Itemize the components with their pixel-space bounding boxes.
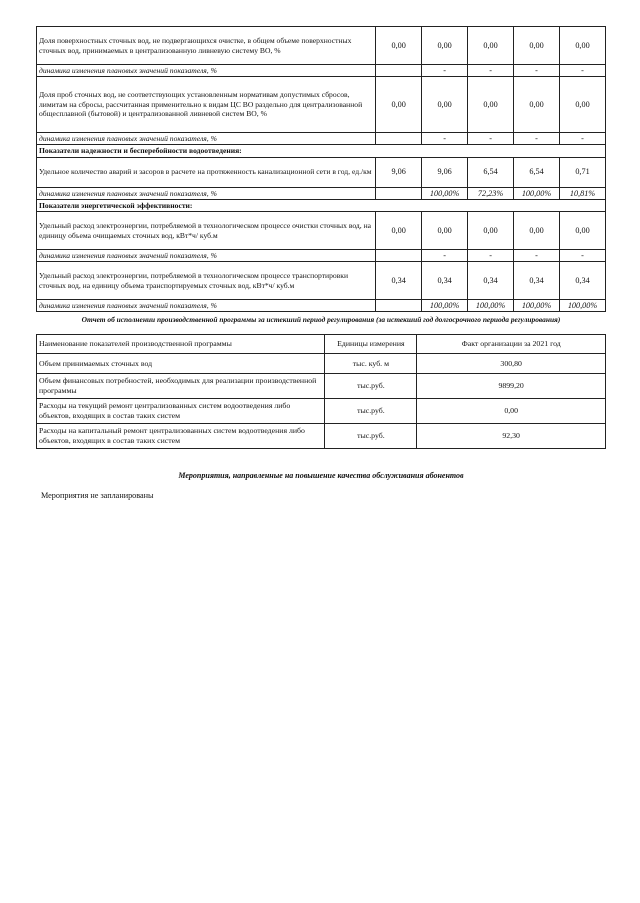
report-name-cell: Расходы на капитальный ремонт централизованных систем водоотведения либо объектов, входящих в состав таких систем [37,424,325,449]
value-cell: 0,00 [514,77,560,133]
value-cell: 72,23% [468,187,514,199]
section-title: Показатели надежности и бесперебойности водоотведения: [37,145,606,158]
dynamics-row [37,250,606,262]
value-cell: - [514,65,560,77]
indicator-row [37,262,606,300]
value-cell: - [422,133,468,145]
value-cell: 100,00% [468,300,514,312]
value-cell: 100,00% [559,300,605,312]
value-cell: - [514,133,560,145]
value-cell: 0,34 [376,262,422,300]
value-cell: 100,00% [514,187,560,199]
dynamics-label: динамика изменения плановых значений показателя, % [37,187,376,199]
value-cell: 0,00 [559,212,605,250]
indicator-row [37,27,606,65]
value-cell: 6,54 [514,157,560,187]
value-cell: 9,06 [422,157,468,187]
report-value-cell: 92,30 [417,424,606,449]
indicator-label: Удельное количество аварий и засоров в расчете на протяженность канализационной сети в год, ед./км [37,157,376,187]
value-cell: 10,81% [559,187,605,199]
section-title: Показатели энергетической эффективности: [37,199,606,212]
value-cell: 0,00 [468,27,514,65]
value-cell: 0,34 [514,262,560,300]
value-cell: 0,71 [559,157,605,187]
dynamics-label: динамика изменения плановых значений показателя, % [37,65,376,77]
value-cell: - [468,250,514,262]
indicators-table-body [37,27,606,312]
value-cell: 100,00% [514,300,560,312]
report-header-name: Наименование показателей производственной программы [37,335,325,354]
value-cell: 0,00 [422,212,468,250]
report-header-fact: Факт организации за 2021 год [417,335,606,354]
value-cell: 0,00 [514,27,560,65]
dynamics-label: динамика изменения плановых значений показателя, % [37,250,376,262]
value-cell: - [422,65,468,77]
dynamics-row [37,187,606,199]
report-name-cell: Расходы на текущий ремонт централизованных систем водоотведения либо объектов, входящих в состав таких систем [37,399,325,424]
value-cell: 0,00 [376,77,422,133]
value-cell: 9,06 [376,157,422,187]
value-cell: 0,00 [514,212,560,250]
report-value-cell: 300,80 [417,354,606,374]
report-row [37,424,606,449]
report-name-cell: Объем финансовых потребностей, необходимых для реализации производственной программы [37,374,325,399]
value-cell: - [559,65,605,77]
value-cell: 0,34 [468,262,514,300]
value-cell: - [559,250,605,262]
report-row [37,399,606,424]
indicator-label: Удельный расход электроэнергии, потребляемой в технологическом процессе транспортировки сточных вод, на единицу объема транспортируемых сточных вод, кВт*ч/ куб.м [37,262,376,300]
section-row [37,145,606,158]
dynamics-label: динамика изменения плановых значений показателя, % [37,133,376,145]
report-value-cell: 0,00 [417,399,606,424]
dynamics-label: динамика изменения плановых значений показателя, % [37,300,376,312]
indicator-label: Удельный расход электроэнергии, потребляемой в технологическом процессе очистки сточных вод, на единицу объема очищаемых сточных вод, кВт*ч/ куб.м [37,212,376,250]
indicator-row [37,212,606,250]
value-cell: 100,00% [422,187,468,199]
measures-text: Мероприятия не запланированы [41,491,154,500]
indicator-label: Доля проб сточных вод, не соответствующих установленным нормативам допустимых сбросов, лимитам на сбросы, рассчитанная применительно к видам ЦС ВО раздельно для централизованной общесплавной (бытовой) и централизованной ливневой систем ВО, % [37,77,376,133]
value-cell: 0,00 [559,27,605,65]
value-cell [376,250,422,262]
value-cell: 100,00% [422,300,468,312]
value-cell: 6,54 [468,157,514,187]
indicator-row [37,77,606,133]
value-cell [376,300,422,312]
value-cell: 0,00 [468,212,514,250]
value-cell: - [514,250,560,262]
report-table [36,334,606,449]
report-header-row [37,335,606,354]
report-unit-cell: тыс.руб. [325,424,417,449]
dynamics-row [37,300,606,312]
value-cell: - [422,250,468,262]
dynamics-row [37,133,606,145]
report-row [37,354,606,374]
value-cell: 0,00 [376,27,422,65]
value-cell [376,65,422,77]
value-cell: 0,00 [376,212,422,250]
measures-title: Мероприятия, направленные на повышение качества обслуживания абонентов [178,471,464,480]
value-cell: 0,34 [422,262,468,300]
value-cell [376,187,422,199]
report-unit-cell: тыс.руб. [325,374,417,399]
indicators-table [36,26,606,312]
value-cell: - [468,65,514,77]
report-value-cell: 9899,20 [417,374,606,399]
value-cell [376,133,422,145]
value-cell: 0,34 [559,262,605,300]
indicator-label: Доля поверхностных сточных вод, не подвергающихся очистке, в общем объеме поверхностных сточных вод, принимаемых в централизованную ливневую систему ВО, % [37,27,376,65]
value-cell: 0,00 [422,77,468,133]
report-row [37,374,606,399]
value-cell: 0,00 [422,27,468,65]
value-cell: - [468,133,514,145]
report-title: Отчет об исполнении производственной программы за истекший период регулирования (за истекший год долгосрочного периода регулирования) [81,315,561,324]
report-name-cell: Объем принимаемых сточных вод [37,354,325,374]
dynamics-row [37,65,606,77]
indicator-row [37,157,606,187]
report-table-body [37,335,606,449]
value-cell: - [559,133,605,145]
value-cell: 0,00 [559,77,605,133]
report-unit-cell: тыс.руб. [325,399,417,424]
report-unit-cell: тыс. куб. м [325,354,417,374]
section-row [37,199,606,212]
value-cell: 0,00 [468,77,514,133]
report-header-unit: Единицы измерения [325,335,417,354]
